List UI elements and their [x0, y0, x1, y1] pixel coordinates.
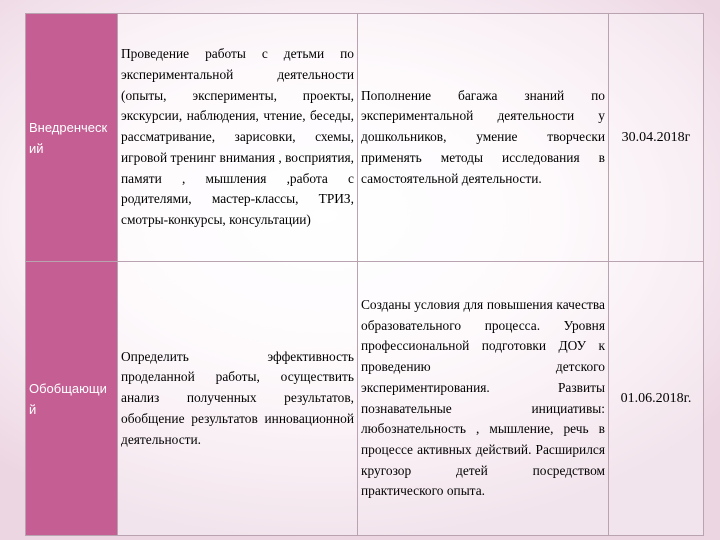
table-row: [26, 14, 704, 262]
date-cell: 30.04.2018г: [609, 14, 704, 262]
result-cell: Созданы условия для повышения качества образовательного процесса. Уровня профессиональной подготовки ДОУ к проведению детского экспериментирования. Развиты познавательные инициативы: любознательность , мышление, речь в процессе активных действий. Расширился кругозор детей посредством практического опыта.: [358, 262, 609, 536]
stage-cell: Внедренческий: [26, 14, 118, 262]
stage-cell: Обобщающий: [26, 262, 118, 536]
activity-cell: Определить эффективность проделанной работы, осуществить анализ полученных результатов, обобщение результатов инновационной деятельности.: [118, 262, 358, 536]
activity-cell: Проведение работы с детьми по экспериментальной деятельности (опыты, эксперименты, проекты, экскурсии, наблюдения, чтение, беседы, рассматривание, зарисовки, схемы, игровой тренинг внимания , восприятия, памяти , мышления ,работа с родителями, мастер-классы, ТРИЗ, смотры-конкурсы, консультации): [118, 14, 358, 262]
project-stages-table: [25, 13, 704, 536]
result-cell: Пополнение багажа знаний по экспериментальной деятельности у дошкольников, умение творчески применять методы исследования в самостоятельной деятельности.: [358, 14, 609, 262]
table-row: [26, 262, 704, 536]
date-cell: 01.06.2018г.: [609, 262, 704, 536]
